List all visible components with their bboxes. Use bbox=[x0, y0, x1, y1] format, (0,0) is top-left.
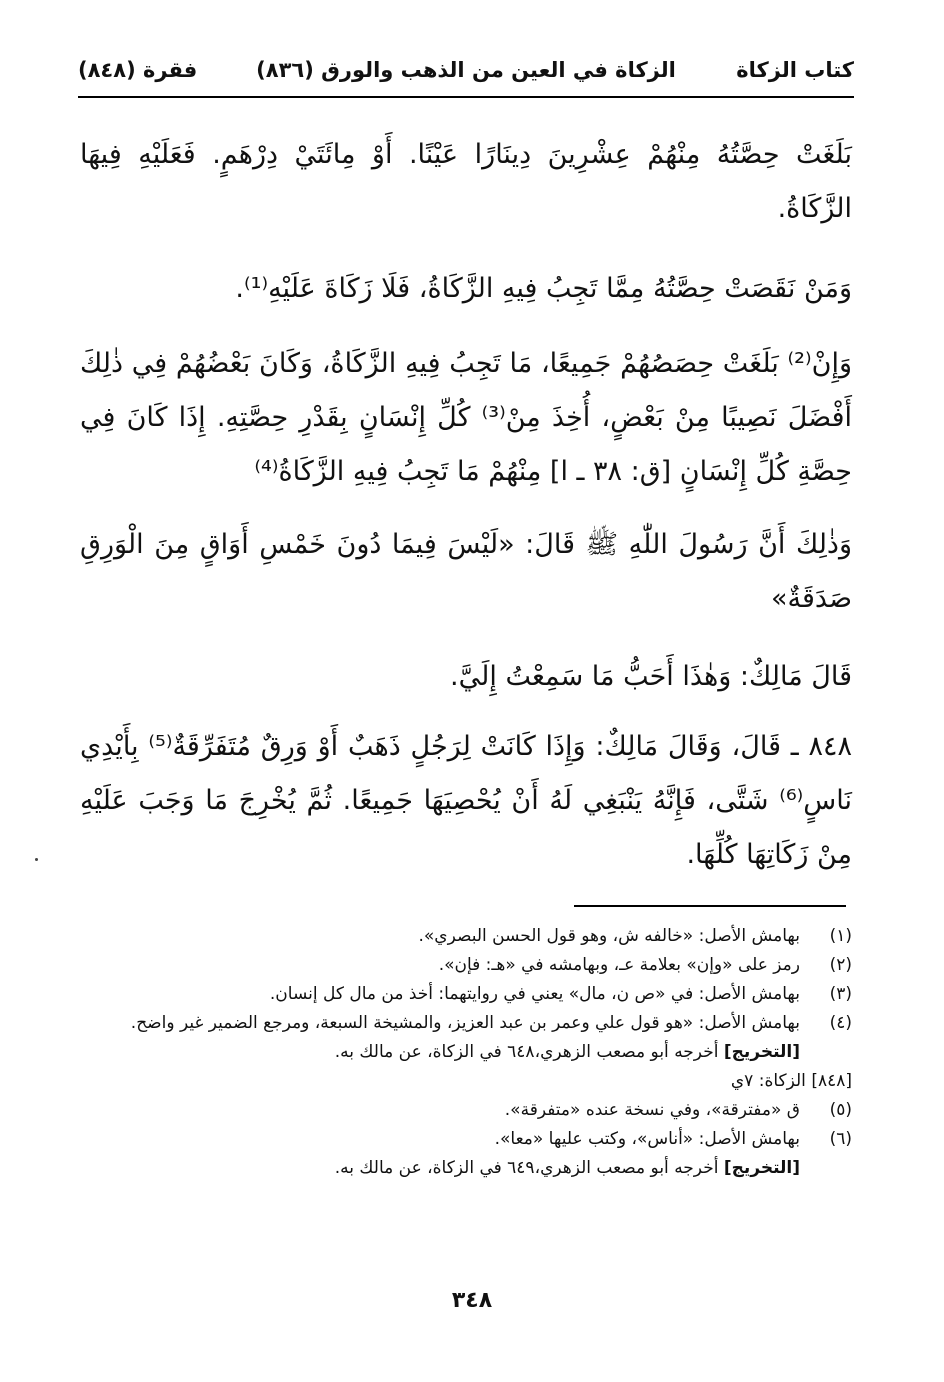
footnote-separator bbox=[574, 905, 846, 907]
header-paragraph-number: (٨٤٨) فقرة bbox=[78, 58, 198, 82]
takhrij-note bbox=[80, 1154, 852, 1183]
takhrij-text: أخرجه أبو مصعب الزهري،٦٤٨ في الزكاة، عن مالك به. bbox=[334, 1042, 719, 1062]
margin-mark bbox=[35, 858, 38, 861]
paragraph-2: وَمَنْ نَقَصَتْ حِصَّتُهُ مِمَّا تَجِبُ فِيهِ الزَّكَاةُ، فَلَا زَكَاةَ عَلَيْهِ⁽¹⁾. bbox=[235, 273, 852, 304]
paragraph-1: بَلَغَتْ حِصَّتُهُ مِنْهُمْ عِشْرِينَ دِينَارًا عَيْنًا. أَوْ مِائَتَيْ دِرْهَمٍ. فَعَلَيْهِ فِيهَا الزَّكَاةُ. bbox=[80, 139, 852, 224]
footnote-number: (٤) bbox=[829, 1013, 852, 1033]
footnote-number: (٥) bbox=[829, 1100, 852, 1120]
footnote bbox=[80, 951, 852, 980]
footnote-text: بهامش الأصل: «هو قول علي وعمر بن عبد العزيز، والمشيخة السبعة، ومرجع الضمير غير واضح. bbox=[130, 1013, 800, 1033]
paragraph-4: وَذٰلِكَ أَنَّ رَسُولَ اللّٰهِ ﷺ قَالَ: «لَيْسَ فِيمَا دُونَ خَمْسِ أَوَاقٍ مِنَ الْوَرِقِ صَدَقَةٌ» bbox=[80, 529, 852, 614]
paragraph-6: ٨٤٨ ـ قَالَ، وَقَالَ مَالِكٌ: وَإِذَا كَانَتْ لِرَجُلٍ ذَهَبٌ أَوْ وَرِقٌ مُتَفَرِّقَةٌ⁽⁵⁾ بِأَيْدِي نَاسٍ⁽⁶⁾ شَتَّى، فَإِنَّهُ يَنْبَغِي لَهُ أَنْ يُحْصِيَهَا جَمِيعًا. ثُمَّ يُخْرِجَ مَا وَجَبَ عَلَيْهِ مِنْ زَكَاتِهَا كُلِّهَا. bbox=[80, 731, 852, 870]
reference-label: [٨٤٨] bbox=[811, 1071, 852, 1091]
footnote bbox=[80, 1096, 852, 1125]
footnote-number: (٣) bbox=[829, 984, 852, 1004]
paragraph-3: وَإِنْ⁽²⁾ بَلَغَتْ حِصَصُهُمْ جَمِيعًا، مَا تَجِبُ فِيهِ الزَّكَاةُ، وَكَانَ بَعْضُهُمْ فِي ذٰلِكَ أَفْضَلَ نَصِيبًا مِنْ بَعْضٍ، أُخِذَ مِنْ⁽³⁾ كُلِّ إِنْسَانٍ بِقَدْرِ حِصَّتِهِ. إِذَا كَانَ فِي حِصَّةِ كُلِّ إِنْسَانٍ [ق: ٣٨ ـ ا] مِنْهُمْ مَا تَجِبُ فِيهِ الزَّكَاةُ⁽⁴⁾ bbox=[80, 348, 852, 487]
footnote bbox=[80, 1009, 852, 1038]
footnote-text: بهامش الأصل: «خالفه ش، وهو قول الحسن البصري». bbox=[418, 926, 800, 946]
footnotes-section bbox=[80, 922, 852, 1183]
page-number: ٣٤٨ bbox=[451, 1288, 493, 1313]
footnote-text: بهامش الأصل: «أناس»، وكتب عليها «معا». bbox=[494, 1129, 800, 1149]
header-chapter-title: (٨٣٦) الزكاة في العين من الذهب والورق bbox=[256, 58, 676, 82]
footnote bbox=[80, 922, 852, 951]
takhrij-label: [التخريج] bbox=[723, 1158, 800, 1178]
footnote bbox=[80, 980, 852, 1009]
footnote-number: (٢) bbox=[829, 955, 852, 975]
footnote-number: (١) bbox=[829, 926, 852, 946]
running-header bbox=[78, 56, 854, 92]
reference-848 bbox=[80, 1067, 852, 1096]
takhrij-note bbox=[80, 1038, 852, 1067]
takhrij-label: [التخريج] bbox=[723, 1042, 800, 1062]
takhrij-text: أخرجه أبو مصعب الزهري،٦٤٩ في الزكاة، عن مالك به. bbox=[334, 1158, 719, 1178]
footnote-number: (٦) bbox=[829, 1129, 852, 1149]
footnote bbox=[80, 1125, 852, 1154]
footnote-text: بهامش الأصل: في «ص ن، مال» يعني في روايتهما: أخذ من مال كل إنسان. bbox=[269, 984, 800, 1004]
header-book-title: كتاب الزكاة bbox=[736, 58, 854, 82]
footnote-text: ق «مفترقة»، وفي نسخة عنده «متفرقة». bbox=[504, 1100, 800, 1120]
reference-text: الزكاة: ٧ي bbox=[730, 1071, 806, 1091]
footnote-text: رمز على «وإن» بعلامة عـ، وبهامشه في «هـ: فإن». bbox=[438, 955, 800, 975]
paragraph-5: قَالَ مَالِكٌ: وَهٰذَا أَحَبُّ مَا سَمِعْتُ إِلَيَّ. bbox=[450, 661, 852, 692]
header-rule bbox=[78, 96, 854, 98]
